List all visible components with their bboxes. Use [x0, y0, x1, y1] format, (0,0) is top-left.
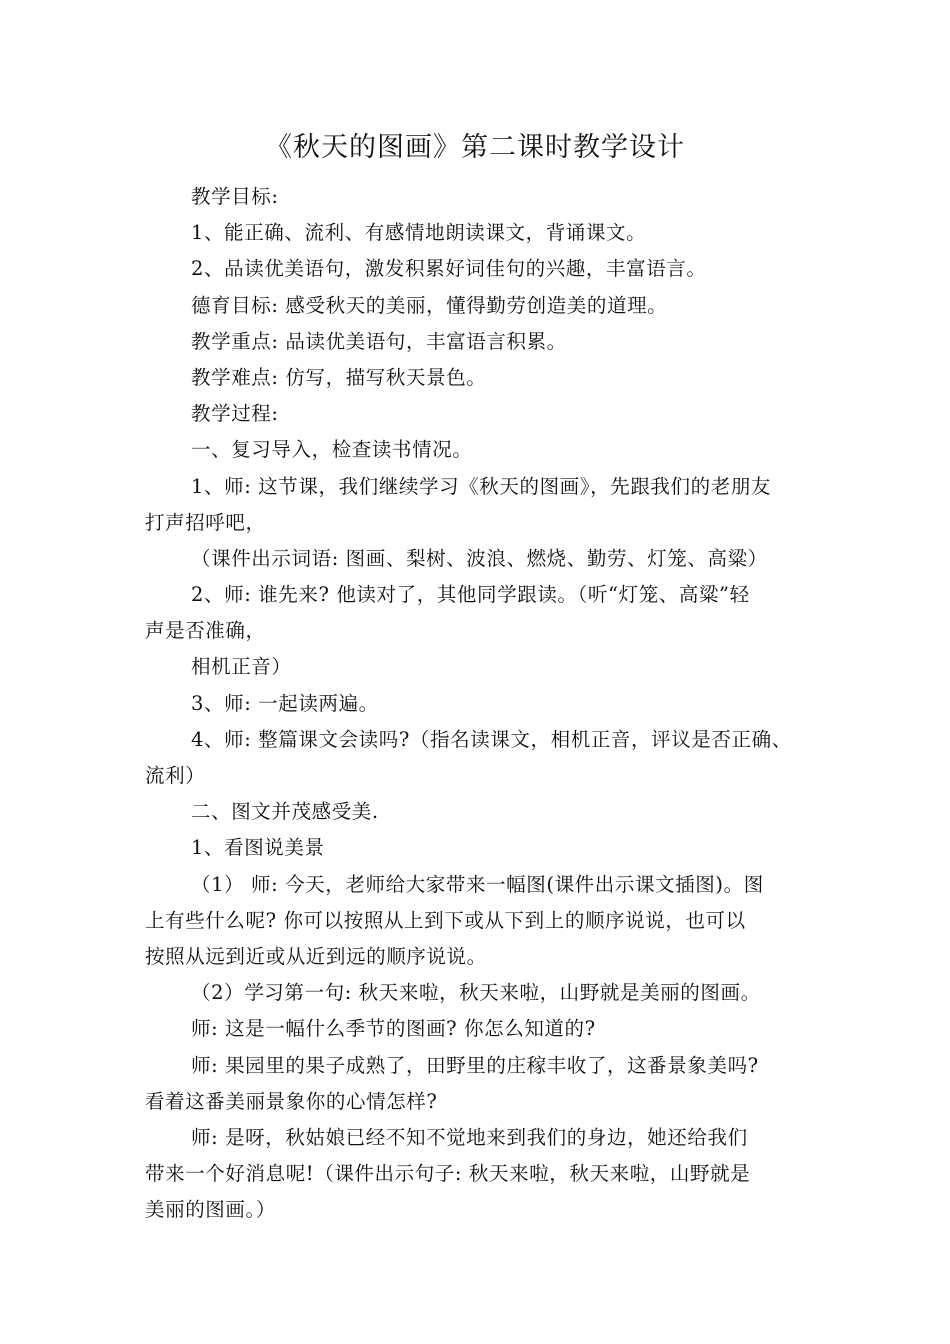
- text-line: 打声招呼吧，: [145, 510, 266, 534]
- text-line: 德育目标: 感受秋天的美丽，懂得勤劳创造美的道理。: [191, 293, 668, 317]
- text-line: 教学重点: 品读优美语句，丰富语言积累。: [191, 329, 567, 353]
- text-line: 1、看图说美景: [191, 836, 325, 860]
- text-line: 师: 果园里的果子成熟了，田野里的庄稼丰收了，这番景象美吗?: [191, 1053, 759, 1077]
- text-line: 1、能正确、流利、有感情地朗读课文，背诵课文。: [191, 221, 647, 245]
- text-line: 师: 是呀，秋姑娘已经不知不觉地来到我们的身边，她还给我们: [191, 1125, 748, 1149]
- text-line: 二、图文并茂感受美.: [191, 800, 379, 824]
- text-line: 一、复习导入，检查读书情况。: [191, 438, 473, 462]
- text-line: 师: 这是一幅什么季节的图画? 你怎么知道的?: [191, 1017, 596, 1041]
- text-line: 按照从远到近或从近到远的顺序说说。: [145, 944, 487, 968]
- text-line: 美丽的图画。）: [145, 1198, 276, 1222]
- text-line: （2）学习第一句: 秋天来啦，秋天来啦，山野就是美丽的图画。: [191, 981, 761, 1005]
- text-line: 1、师: 这节课，我们继续学习《秋天的图画》，先跟我们的老朋友: [191, 474, 772, 498]
- text-line: 上有些什么呢? 你可以按照从上到下或从下到上的顺序说说，也可以: [145, 908, 746, 932]
- text-line: 教学目标:: [191, 185, 279, 208]
- document-body: [145, 179, 825, 1228]
- text-line: 声是否准确，: [145, 619, 266, 643]
- document-title: 《秋天的图画》第二课时教学设计: [265, 132, 685, 163]
- text-line: 4、师: 整篇课文会读吗?（指名读课文，相机正音，评议是否正确、: [191, 727, 792, 751]
- text-line: 3、师: 一起读两遍。: [191, 691, 379, 715]
- text-line: 教学难点: 仿写，描写秋天景色。: [191, 365, 487, 389]
- text-line: 带来一个好消息呢!（课件出示句子: 秋天来啦，秋天来啦，山野就是: [145, 1162, 751, 1186]
- text-line: （1） 师: 今天，老师给大家带来一幅图(课件出示课文插图)。图: [191, 872, 764, 896]
- text-line: （课件出示词语: 图画、梨树、波浪、燃烧、勤劳、灯笼、高粱）: [191, 546, 768, 570]
- text-line: 流利）: [145, 764, 206, 787]
- text-line: 2、品读优美语句，激发积累好词佳句的兴趣，丰富语言。: [191, 257, 707, 281]
- text-line: 相机正音）: [191, 655, 292, 679]
- text-line: 2、师: 谁先来? 他读对了，其他同学跟读。（听“灯笼、高粱”轻: [191, 583, 750, 607]
- text-line: 教学过程:: [191, 402, 279, 426]
- text-line: 看着这番美丽景象你的心情怎样?: [145, 1089, 438, 1113]
